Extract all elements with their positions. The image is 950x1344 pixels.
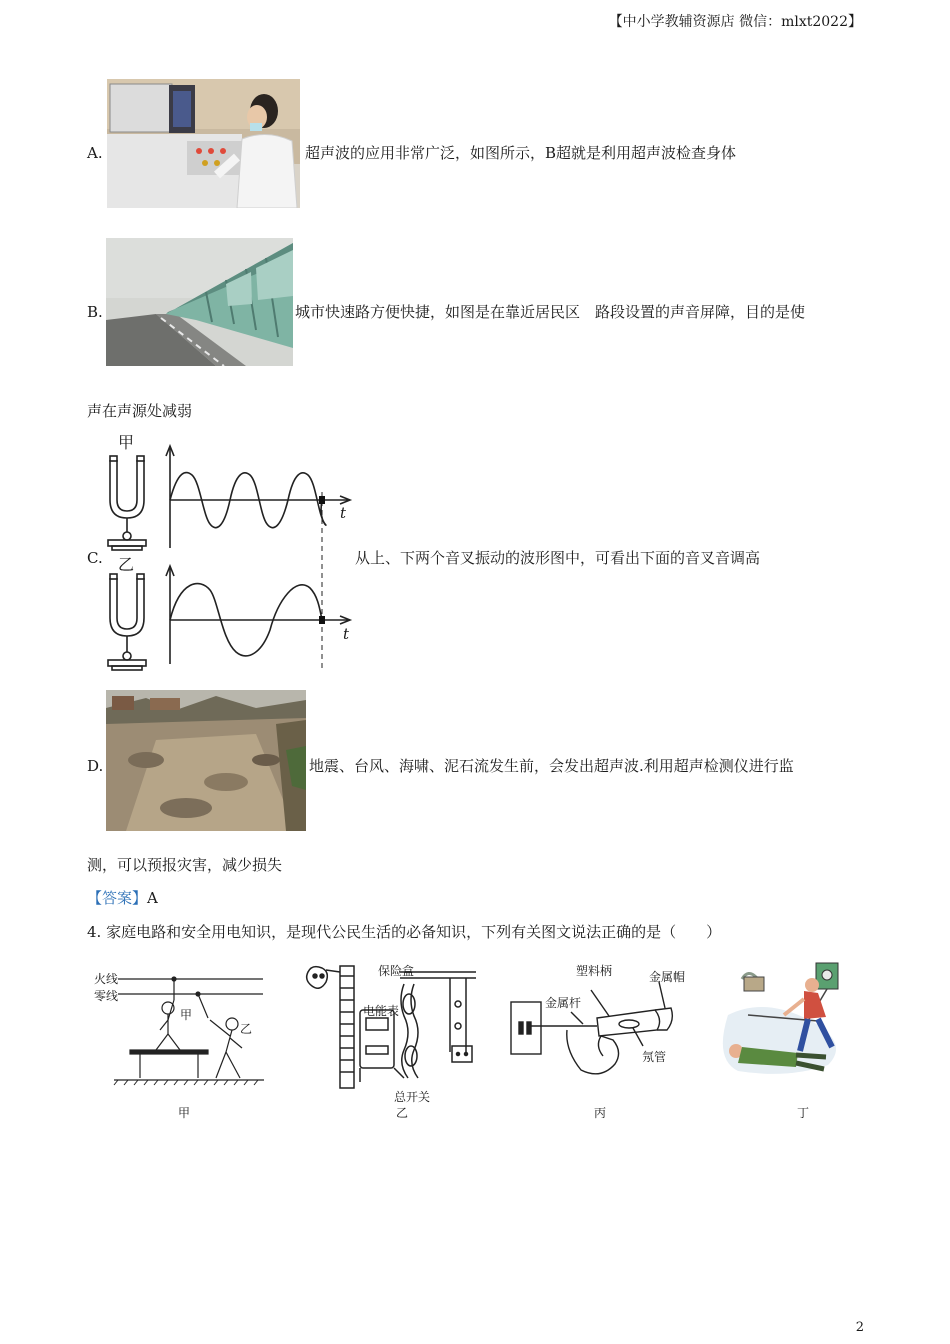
tuning-fork-waveform-figure bbox=[100, 430, 360, 678]
mudslide-photo bbox=[106, 690, 306, 831]
option-c-label: C. bbox=[87, 549, 103, 567]
option-d-label: D. bbox=[87, 757, 104, 775]
sound-barrier-photo bbox=[106, 238, 293, 366]
neon-tube-label: 氖管 bbox=[642, 1050, 667, 1064]
answer-value: A bbox=[147, 889, 158, 907]
ultrasound-photo bbox=[107, 79, 300, 208]
figure-bing-caption: 丙 bbox=[594, 1106, 607, 1120]
question-4-text: 4. 家庭电路和安全用电知识，是现代公民生活的必备知识，下列有关图文说法正确的是（ ） bbox=[87, 923, 722, 941]
meter-label: 电能表 bbox=[363, 1004, 400, 1018]
figure-ding-illustration bbox=[708, 955, 858, 1085]
figure-yi-caption: 乙 bbox=[396, 1106, 409, 1120]
person-jia-label: 甲 bbox=[180, 1008, 193, 1022]
option-b-label: B. bbox=[87, 303, 103, 321]
plastic-handle-label: 塑料柄 bbox=[576, 964, 613, 978]
metal-rod-label: 金属杆 bbox=[545, 996, 582, 1010]
time-axis-label-bottom: t bbox=[343, 625, 350, 643]
main-switch-label: 总开关 bbox=[394, 1090, 431, 1104]
live-wire-label: 火线 bbox=[94, 972, 119, 986]
fuse-box-label: 保险盒 bbox=[378, 964, 415, 978]
fork-bottom-label: 乙 bbox=[118, 555, 135, 574]
page-header: 【中小学教辅资源店 微信：mlxt2022】 bbox=[608, 14, 862, 30]
answer-tag: 【答案】 bbox=[87, 889, 148, 907]
neutral-wire-label: 零线 bbox=[94, 989, 119, 1003]
option-a-text: 超声波的应用非常广泛，如图所示，B超就是利用超声波检查身体 bbox=[305, 144, 737, 162]
figure-yi-diagram bbox=[300, 960, 480, 1090]
option-b-text-line2: 声在声源处减弱 bbox=[87, 402, 193, 420]
figure-jia-caption: 甲 bbox=[178, 1106, 191, 1120]
person-yi-label: 乙 bbox=[240, 1022, 253, 1036]
fork-top-label: 甲 bbox=[118, 433, 135, 452]
metal-cap-label: 金属帽 bbox=[649, 970, 686, 984]
option-a-label: A. bbox=[87, 144, 103, 162]
answer-line bbox=[87, 888, 158, 908]
time-axis-label-top: t bbox=[340, 504, 347, 522]
option-d-text-line1: 地震、台风、海啸、泥石流发生前，会发出超声波.利用超声检测仪进行监 bbox=[309, 757, 794, 775]
option-c-text: 从上、下两个音叉振动的波形图中，可看出下面的音叉音调高 bbox=[355, 549, 761, 567]
option-d-text-line2: 测，可以预报灾害，减少损失 bbox=[87, 856, 283, 874]
option-b-text-line1: 城市快速路方便快捷，如图是在靠近居民区 路段设置的声音屏障，目的是使 bbox=[295, 303, 806, 321]
figure-ding-caption: 丁 bbox=[797, 1106, 810, 1120]
page-number: 2 bbox=[855, 1320, 864, 1335]
